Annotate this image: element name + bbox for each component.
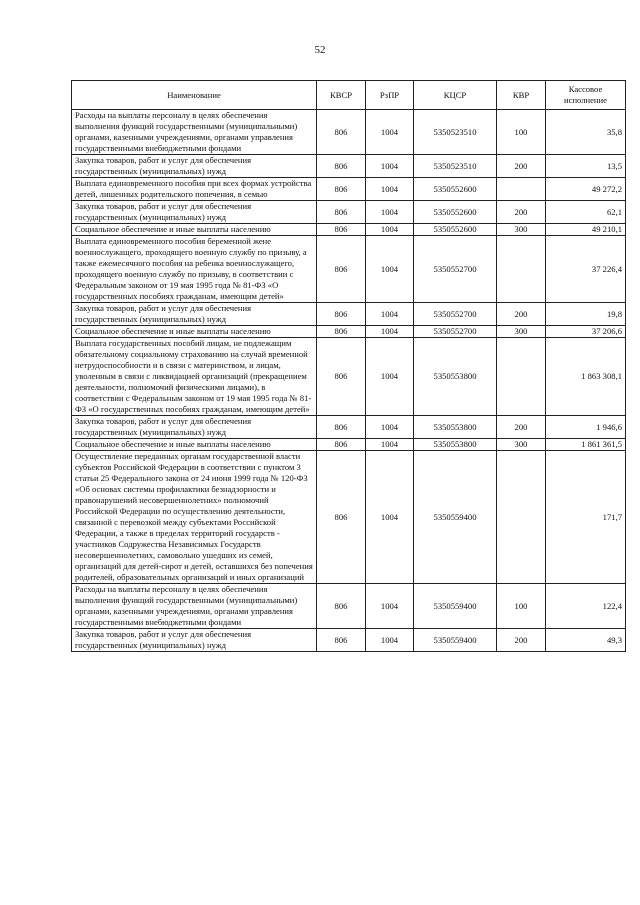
row-rzpr: 1004 [366,224,414,236]
row-name: Выплата единовременного пособия при всех формах устройства детей, лишенных родительского попечения, в семью [72,178,317,201]
row-name: Социальное обеспечение и иные выплаты населению [72,224,317,236]
table-row [72,338,626,416]
budget-table [71,80,626,652]
row-amount: 37 226,4 [546,236,626,303]
row-kvr: 200 [497,416,546,439]
table-row [72,451,626,584]
table-row [72,584,626,629]
row-kvsr: 806 [317,338,366,416]
header-rzpr: РзПР [366,81,414,110]
row-name: Закупка товаров, работ и услуг для обеспечения государственных (муниципальных) нужд [72,155,317,178]
row-kcsr: 5350552600 [414,201,497,224]
row-kvsr: 806 [317,155,366,178]
row-amount: 49 210,1 [546,224,626,236]
row-rzpr: 1004 [366,110,414,155]
row-kvr: 100 [497,110,546,155]
row-kvsr: 806 [317,629,366,652]
row-kcsr: 5350553800 [414,439,497,451]
row-kvr: 200 [497,629,546,652]
row-kvr: 200 [497,201,546,224]
row-kvsr: 806 [317,110,366,155]
table-row [72,178,626,201]
table-header-row [72,81,626,110]
header-kvr: КВР [497,81,546,110]
row-kcsr: 5350552700 [414,303,497,326]
row-amount: 13,5 [546,155,626,178]
table-row [72,201,626,224]
row-kvsr: 806 [317,236,366,303]
row-rzpr: 1004 [366,584,414,629]
row-kvr [497,338,546,416]
header-kcsr: КЦСР [414,81,497,110]
row-rzpr: 1004 [366,338,414,416]
table-row [72,155,626,178]
row-kvr [497,236,546,303]
table-row [72,416,626,439]
table-row [72,303,626,326]
row-amount: 171,7 [546,451,626,584]
row-amount: 49,3 [546,629,626,652]
row-kcsr: 5350523510 [414,110,497,155]
header-amount: Кассовое исполнение [546,81,626,110]
row-kvr [497,451,546,584]
row-kcsr: 5350559400 [414,584,497,629]
page-number: 52 [314,44,326,56]
row-kvsr: 806 [317,201,366,224]
row-kcsr: 5350552700 [414,236,497,303]
row-rzpr: 1004 [366,155,414,178]
row-name: Закупка товаров, работ и услуг для обеспечения государственных (муниципальных) нужд [72,303,317,326]
row-name: Выплата единовременного пособия беременной жене военнослужащего, проходящего военную службу по призыву, а также ежемесячного пособия на ребенка военнослужащего, проходящего военную службу по призыву, в соответствии с Федеральным законом от 19 мая 1995 года № 81-ФЗ «О государственных пособиях гражданам, имеющим детей» [72,236,317,303]
row-kvsr: 806 [317,584,366,629]
row-name: Осуществление переданных органам государственной власти субъектов Российской Федерации в соответствии с пунктом 3 статьи 25 Федерального закона от 24 июня 1999 года № 120-ФЗ «Об основах системы профилактики безнадзорности и правонарушений несовершеннолетних» полномочий Российской Федерации по осуществлению деятельности, связанной с перевозкой между субъектами Российской Федерации, а также в пределах территорий государств - участников Содружества Независимых Государств несовершеннолетних, самовольно ушедших из семей, организаций для детей-сирот и детей, оставшихся без попечения родителей, образовательных организаций и иных организаций [72,451,317,584]
row-rzpr: 1004 [366,303,414,326]
row-kvr [497,178,546,201]
header-name: Наименование [72,81,317,110]
table-row [72,326,626,338]
row-amount: 1 946,6 [546,416,626,439]
row-name: Закупка товаров, работ и услуг для обеспечения государственных (муниципальных) нужд [72,629,317,652]
row-amount: 62,1 [546,201,626,224]
row-kvr: 300 [497,224,546,236]
row-kvsr: 806 [317,326,366,338]
row-kcsr: 5350559400 [414,451,497,584]
row-name: Выплата государственных пособий лицам, не подлежащим обязательному социальному страхованию на случай временной нетрудоспособности и в связи с материнством, и лицам, уволенным в связи с ликвидацией организаций (прекращением деятельности, полномочий физическими лицами), в соответствии с Федеральным законом от 19 мая 1995 года № 81-ФЗ «О государственных пособиях гражданам, имеющим детей» [72,338,317,416]
row-kcsr: 5350552600 [414,224,497,236]
row-kvsr: 806 [317,416,366,439]
row-rzpr: 1004 [366,629,414,652]
row-kvr: 100 [497,584,546,629]
row-kcsr: 5350552700 [414,326,497,338]
table-row [72,110,626,155]
row-kvsr: 806 [317,224,366,236]
row-rzpr: 1004 [366,236,414,303]
row-name: Социальное обеспечение и иные выплаты населению [72,439,317,451]
row-kcsr: 5350553800 [414,416,497,439]
row-kvr: 200 [497,303,546,326]
row-name: Социальное обеспечение и иные выплаты населению [72,326,317,338]
row-name: Закупка товаров, работ и услуг для обеспечения государственных (муниципальных) нужд [72,416,317,439]
row-kvr: 200 [497,155,546,178]
row-amount: 1 863 308,1 [546,338,626,416]
row-rzpr: 1004 [366,178,414,201]
table-row [72,224,626,236]
row-kcsr: 5350552600 [414,178,497,201]
row-amount: 1 861 361,5 [546,439,626,451]
row-name: Закупка товаров, работ и услуг для обеспечения государственных (муниципальных) нужд [72,201,317,224]
row-kvr: 300 [497,439,546,451]
row-kcsr: 5350523510 [414,155,497,178]
row-kcsr: 5350553800 [414,338,497,416]
row-kvr: 300 [497,326,546,338]
row-amount: 122,4 [546,584,626,629]
row-amount: 49 272,2 [546,178,626,201]
row-amount: 35,8 [546,110,626,155]
row-kcsr: 5350559400 [414,629,497,652]
row-rzpr: 1004 [366,326,414,338]
header-kvsr: КВСР [317,81,366,110]
row-kvsr: 806 [317,451,366,584]
row-name: Расходы на выплаты персоналу в целях обеспечения выполнения функций государственными (муниципальными) органами, казенными учреждениями, органами управления государственными внебюджетными фондами [72,584,317,629]
row-rzpr: 1004 [366,439,414,451]
row-amount: 19,8 [546,303,626,326]
row-rzpr: 1004 [366,201,414,224]
table-row [72,236,626,303]
row-name: Расходы на выплаты персоналу в целях обеспечения выполнения функций государственными (муниципальными) органами, казенными учреждениями, органами управления государственными внебюджетными фондами [72,110,317,155]
table-row [72,629,626,652]
row-rzpr: 1004 [366,416,414,439]
row-kvsr: 806 [317,303,366,326]
table-row [72,439,626,451]
row-kvsr: 806 [317,439,366,451]
row-amount: 37 206,6 [546,326,626,338]
row-rzpr: 1004 [366,451,414,584]
row-kvsr: 806 [317,178,366,201]
